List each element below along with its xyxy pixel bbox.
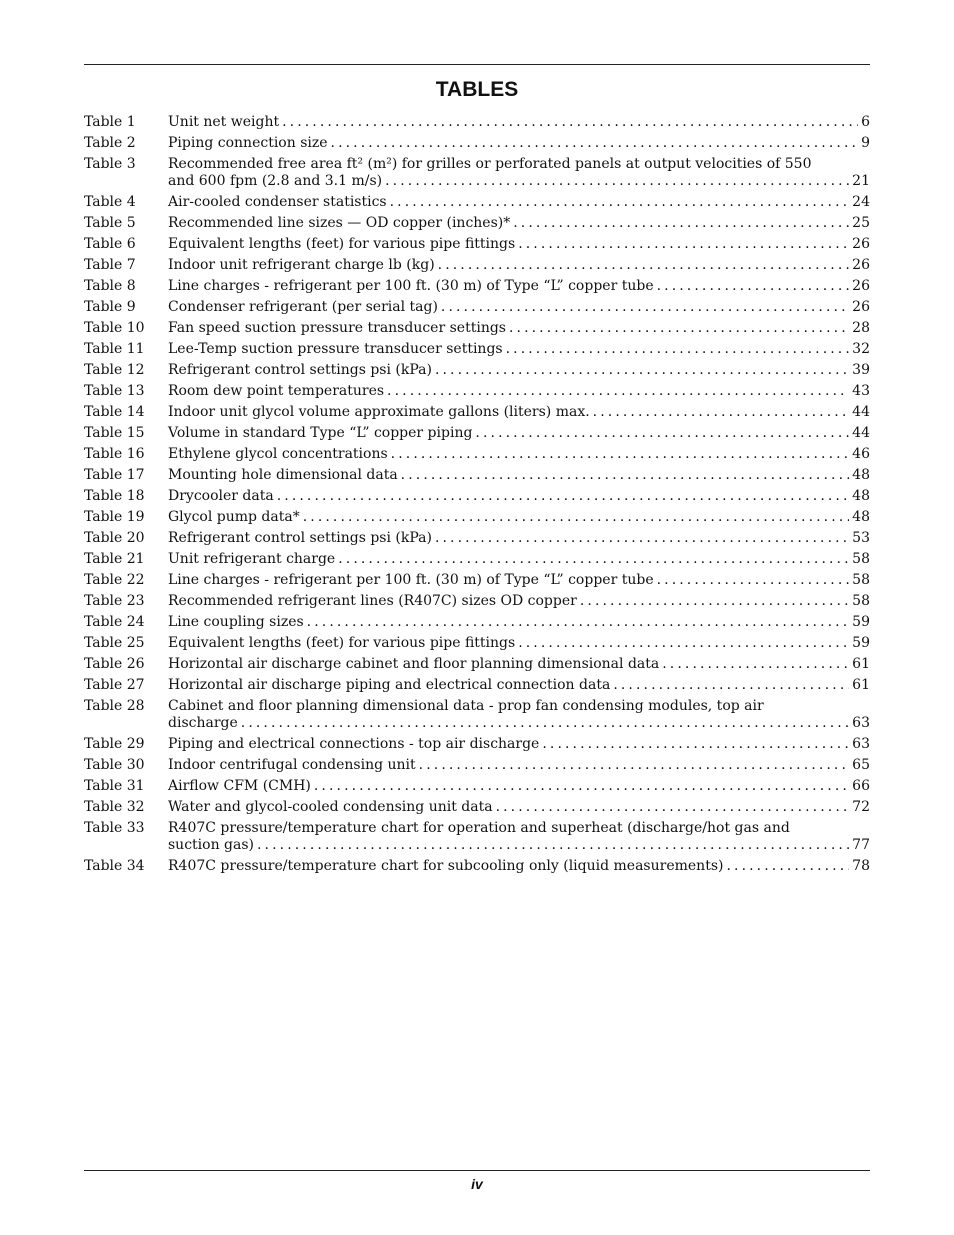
table-title-line bbox=[168, 236, 870, 253]
table-number: Table 8 bbox=[84, 278, 136, 294]
dot-leader bbox=[542, 736, 849, 753]
table-title-line bbox=[168, 715, 870, 732]
dot-leader bbox=[657, 278, 850, 295]
table-title: Unit refrigerant charge bbox=[168, 551, 336, 567]
table-entry-body bbox=[168, 799, 870, 816]
table-title: Indoor centrifugal condensing unit bbox=[168, 757, 416, 773]
table-title-line bbox=[168, 572, 870, 589]
table-number: Table 12 bbox=[84, 362, 145, 378]
table-entry-body bbox=[168, 858, 870, 875]
table-number: Table 13 bbox=[84, 383, 145, 399]
page-ref: 32 bbox=[852, 341, 870, 357]
dot-leader bbox=[613, 677, 849, 694]
page-ref: 58 bbox=[852, 593, 870, 609]
table-title: Refrigerant control settings psi (kPa) bbox=[168, 530, 432, 546]
table-title: Equivalent lengths (feet) for various pipe fittings bbox=[168, 635, 516, 651]
page-ref: 58 bbox=[852, 551, 870, 567]
table-number: Table 21 bbox=[84, 551, 145, 567]
table-list-item[interactable] bbox=[84, 820, 870, 854]
dot-leader bbox=[303, 509, 849, 526]
page-ref: 44 bbox=[852, 425, 870, 441]
table-number: Table 1 bbox=[84, 114, 136, 130]
table-number: Table 10 bbox=[84, 320, 145, 336]
table-number: Table 22 bbox=[84, 572, 145, 588]
dot-leader bbox=[518, 236, 849, 253]
table-number: Table 15 bbox=[84, 425, 145, 441]
table-title: Line coupling sizes bbox=[168, 614, 304, 630]
table-list-item[interactable] bbox=[84, 757, 870, 774]
table-entry-body bbox=[168, 236, 870, 253]
table-list-item[interactable] bbox=[84, 677, 870, 694]
table-list-item[interactable] bbox=[84, 635, 870, 652]
page-ref: 78 bbox=[852, 858, 870, 874]
table-list-item[interactable] bbox=[84, 114, 870, 131]
page-ref: 63 bbox=[852, 736, 870, 752]
table-list-item[interactable] bbox=[84, 530, 870, 547]
table-entry-body bbox=[168, 614, 870, 631]
table-title: Drycooler data bbox=[168, 488, 274, 504]
table-title: Unit net weight bbox=[168, 114, 280, 130]
page-number: iv bbox=[471, 1176, 483, 1192]
table-entry-body bbox=[168, 656, 870, 673]
dot-leader bbox=[580, 593, 849, 610]
table-title-line bbox=[168, 614, 870, 631]
table-number: Table 20 bbox=[84, 530, 145, 546]
table-list-item[interactable] bbox=[84, 299, 870, 316]
table-entry-body bbox=[168, 425, 870, 442]
table-title: discharge bbox=[168, 715, 238, 731]
table-list-item[interactable] bbox=[84, 614, 870, 631]
page-title: TABLES bbox=[435, 78, 519, 101]
dot-leader bbox=[438, 257, 850, 274]
table-entry-body bbox=[168, 467, 870, 484]
dot-leader bbox=[662, 656, 849, 673]
page-ref: 72 bbox=[852, 799, 870, 815]
page-ref: 43 bbox=[852, 383, 870, 399]
table-entry-body bbox=[168, 530, 870, 547]
page-ref: 53 bbox=[852, 530, 870, 546]
table-title: Lee-Temp suction pressure transducer settings bbox=[168, 341, 503, 357]
table-title-line bbox=[168, 320, 870, 337]
table-list-item[interactable] bbox=[84, 278, 870, 295]
table-entry-body bbox=[168, 593, 870, 610]
table-entry-body bbox=[168, 215, 870, 232]
table-list-item[interactable] bbox=[84, 383, 870, 400]
table-entry-body bbox=[168, 278, 870, 295]
table-entry-body bbox=[168, 551, 870, 568]
table-number: Table 3 bbox=[84, 156, 136, 172]
table-list-item[interactable] bbox=[84, 135, 870, 152]
table-number: Table 27 bbox=[84, 677, 145, 693]
page-ref: 58 bbox=[852, 572, 870, 588]
table-entry-body bbox=[168, 778, 870, 795]
table-list-item[interactable] bbox=[84, 236, 870, 253]
page-ref: 26 bbox=[852, 278, 870, 294]
table-list-item[interactable] bbox=[84, 425, 870, 442]
dot-leader bbox=[726, 858, 849, 875]
table-entry-body bbox=[168, 114, 870, 131]
page-ref: 48 bbox=[852, 488, 870, 504]
table-entry-body bbox=[168, 757, 870, 774]
page-ref: 26 bbox=[852, 257, 870, 273]
table-title-line bbox=[168, 467, 870, 484]
page-ref: 28 bbox=[852, 320, 870, 336]
table-list-item[interactable] bbox=[84, 404, 870, 421]
table-number: Table 16 bbox=[84, 446, 145, 462]
dot-leader bbox=[387, 383, 849, 400]
table-title: Piping connection size bbox=[168, 135, 328, 151]
table-title: Airflow CFM (CMH) bbox=[168, 778, 311, 794]
table-number: Table 17 bbox=[84, 467, 145, 483]
table-title-line bbox=[168, 383, 870, 400]
page-ref: 61 bbox=[852, 677, 870, 693]
table-title: Equivalent lengths (feet) for various pipe fittings bbox=[168, 236, 516, 252]
table-title-line bbox=[168, 114, 870, 131]
page-ref: 25 bbox=[852, 215, 870, 231]
table-title-line bbox=[168, 551, 870, 568]
dot-leader bbox=[390, 194, 850, 211]
table-title-line bbox=[168, 593, 870, 610]
table-title: Recommended refrigerant lines (R407C) sizes OD copper bbox=[168, 593, 577, 609]
table-title: Volume in standard Type “L” copper piping bbox=[168, 425, 473, 441]
page-ref: 39 bbox=[852, 362, 870, 378]
table-title: Recommended line sizes — OD copper (inches)* bbox=[168, 215, 511, 231]
table-list-item[interactable] bbox=[84, 341, 870, 358]
table-title-line bbox=[168, 362, 870, 379]
top-rule bbox=[84, 64, 870, 65]
table-title: Indoor unit glycol volume approximate gallons (liters) max. bbox=[168, 404, 590, 420]
table-number: Table 32 bbox=[84, 799, 145, 815]
table-number: Table 23 bbox=[84, 593, 145, 609]
bottom-rule bbox=[84, 1170, 870, 1171]
dot-leader bbox=[277, 488, 849, 505]
table-title-line bbox=[168, 858, 870, 875]
table-list-item[interactable] bbox=[84, 362, 870, 379]
table-title-line bbox=[168, 635, 870, 652]
table-number: Table 4 bbox=[84, 194, 136, 210]
table-number: Table 26 bbox=[84, 656, 145, 672]
table-number: Table 19 bbox=[84, 509, 145, 525]
table-list-item[interactable] bbox=[84, 215, 870, 232]
page-ref: 44 bbox=[852, 404, 870, 420]
page-ref: 26 bbox=[852, 236, 870, 252]
page-ref: 21 bbox=[852, 173, 870, 189]
table-title-line bbox=[168, 736, 870, 753]
dot-leader bbox=[331, 135, 859, 152]
table-title: Line charges - refrigerant per 100 ft. (30 m) of Type “L” copper tube bbox=[168, 278, 654, 294]
table-list-item[interactable] bbox=[84, 194, 870, 211]
table-title-line bbox=[168, 488, 870, 505]
table-number: Table 2 bbox=[84, 135, 136, 151]
table-entry-body bbox=[168, 509, 870, 526]
page-ref: 59 bbox=[852, 635, 870, 651]
table-list-item[interactable] bbox=[84, 572, 870, 589]
table-entry-body bbox=[168, 135, 870, 152]
table-title-first-line: R407C pressure/temperature chart for operation and superheat (discharge/hot gas and bbox=[168, 820, 790, 836]
page-ref: 26 bbox=[852, 299, 870, 315]
table-title: Ethylene glycol concentrations bbox=[168, 446, 388, 462]
page-ref: 77 bbox=[852, 837, 870, 853]
table-entry-body bbox=[168, 572, 870, 589]
dot-leader bbox=[385, 173, 849, 190]
dot-leader bbox=[401, 467, 850, 484]
dot-leader bbox=[307, 614, 850, 631]
table-title: Indoor unit refrigerant charge lb (kg) bbox=[168, 257, 435, 273]
table-title-line bbox=[168, 404, 870, 421]
dot-leader bbox=[282, 114, 858, 131]
table-title: Horizontal air discharge piping and electrical connection data bbox=[168, 677, 611, 693]
table-number: Table 31 bbox=[84, 778, 145, 794]
table-title-line bbox=[168, 757, 870, 774]
page-ref: 9 bbox=[861, 135, 870, 151]
dot-leader bbox=[513, 215, 849, 232]
table-title-first-line: Cabinet and floor planning dimensional data - prop fan condensing modules, top air bbox=[168, 698, 764, 714]
table-title-line bbox=[168, 509, 870, 526]
table-entry-body bbox=[168, 677, 870, 694]
table-title-line bbox=[168, 278, 870, 295]
table-title: Air-cooled condenser statistics bbox=[168, 194, 387, 210]
table-title-line bbox=[168, 135, 870, 152]
dot-leader bbox=[509, 320, 849, 337]
dot-leader bbox=[435, 362, 849, 379]
dot-leader bbox=[241, 715, 849, 732]
table-title-line bbox=[168, 299, 870, 316]
table-title-line bbox=[168, 530, 870, 547]
table-number: Table 28 bbox=[84, 698, 145, 714]
table-number: Table 18 bbox=[84, 488, 145, 504]
table-list-item[interactable] bbox=[84, 593, 870, 610]
page-ref: 48 bbox=[852, 467, 870, 483]
dot-leader bbox=[518, 635, 849, 652]
table-list-item[interactable] bbox=[84, 736, 870, 753]
table-title: Piping and electrical connections - top air discharge bbox=[168, 736, 540, 752]
table-title: Room dew point temperatures bbox=[168, 383, 385, 399]
table-entry-body bbox=[168, 299, 870, 316]
table-title: Glycol pump data* bbox=[168, 509, 300, 525]
table-list-item[interactable] bbox=[84, 509, 870, 526]
table-list-item[interactable] bbox=[84, 320, 870, 337]
table-title-line bbox=[168, 215, 870, 232]
table-title-first-line: Recommended free area ft² (m²) for grilles or perforated panels at output velocities of 550 bbox=[168, 156, 812, 172]
page-ref: 48 bbox=[852, 509, 870, 525]
table-number: Table 25 bbox=[84, 635, 145, 651]
page-ref: 65 bbox=[852, 757, 870, 773]
table-entry-body bbox=[168, 404, 870, 421]
table-title-line bbox=[168, 656, 870, 673]
dot-leader bbox=[657, 572, 850, 589]
dot-leader bbox=[391, 446, 850, 463]
table-entry-body bbox=[168, 156, 870, 190]
table-number: Table 6 bbox=[84, 236, 136, 252]
table-list-item[interactable] bbox=[84, 656, 870, 673]
dot-leader bbox=[314, 778, 849, 795]
table-title-line bbox=[168, 778, 870, 795]
table-entry-body bbox=[168, 635, 870, 652]
table-title: Mounting hole dimensional data bbox=[168, 467, 398, 483]
table-title-line bbox=[168, 194, 870, 211]
page-ref: 66 bbox=[852, 778, 870, 794]
table-title-line bbox=[168, 446, 870, 463]
table-list-item[interactable] bbox=[84, 858, 870, 875]
page-ref: 6 bbox=[861, 114, 870, 130]
table-number: Table 30 bbox=[84, 757, 145, 773]
table-number: Table 11 bbox=[84, 341, 145, 357]
table-title-line bbox=[168, 173, 870, 190]
dot-leader bbox=[257, 837, 849, 854]
table-title: Horizontal air discharge cabinet and floor planning dimensional data bbox=[168, 656, 660, 672]
table-number: Table 14 bbox=[84, 404, 145, 420]
table-entry-body bbox=[168, 257, 870, 274]
table-number: Table 7 bbox=[84, 257, 136, 273]
table-title: Water and glycol-cooled condensing unit data bbox=[168, 799, 493, 815]
table-entry-body bbox=[168, 820, 870, 854]
table-title: Refrigerant control settings psi (kPa) bbox=[168, 362, 432, 378]
table-title: and 600 fpm (2.8 and 3.1 m/s) bbox=[168, 173, 383, 189]
table-entry-body bbox=[168, 320, 870, 337]
table-title: Fan speed suction pressure transducer settings bbox=[168, 320, 506, 336]
table-list bbox=[84, 114, 870, 879]
page-ref: 59 bbox=[852, 614, 870, 630]
table-title-line bbox=[168, 341, 870, 358]
table-title: Line charges - refrigerant per 100 ft. (30 m) of Type “L” copper tube bbox=[168, 572, 654, 588]
table-title: R407C pressure/temperature chart for subcooling only (liquid measurements) bbox=[168, 858, 724, 874]
table-list-item[interactable] bbox=[84, 156, 870, 190]
table-list-item[interactable] bbox=[84, 799, 870, 816]
dot-leader bbox=[593, 404, 850, 421]
page-ref: 63 bbox=[852, 715, 870, 731]
dot-leader bbox=[441, 299, 849, 316]
table-number: Table 34 bbox=[84, 858, 145, 874]
table-list-item[interactable] bbox=[84, 778, 870, 795]
table-entry-body bbox=[168, 383, 870, 400]
table-number: Table 9 bbox=[84, 299, 136, 315]
table-number: Table 5 bbox=[84, 215, 136, 231]
table-list-item[interactable] bbox=[84, 551, 870, 568]
page-ref: 61 bbox=[852, 656, 870, 672]
table-title-line bbox=[168, 837, 870, 854]
table-title-line bbox=[168, 799, 870, 816]
table-title: suction gas) bbox=[168, 837, 254, 853]
table-title: Condenser refrigerant (per serial tag) bbox=[168, 299, 438, 315]
table-title-line bbox=[168, 425, 870, 442]
table-entry-body bbox=[168, 194, 870, 211]
page-ref: 46 bbox=[852, 446, 870, 462]
dot-leader bbox=[506, 341, 850, 358]
table-list-item[interactable] bbox=[84, 698, 870, 732]
page-ref: 24 bbox=[852, 194, 870, 210]
table-entry-body bbox=[168, 698, 870, 732]
dot-leader bbox=[475, 425, 849, 442]
dot-leader bbox=[338, 551, 849, 568]
table-entry-body bbox=[168, 488, 870, 505]
dot-leader bbox=[419, 757, 850, 774]
table-list-item[interactable] bbox=[84, 488, 870, 505]
table-title-line bbox=[168, 677, 870, 694]
table-list-item[interactable] bbox=[84, 446, 870, 463]
table-number: Table 29 bbox=[84, 736, 145, 752]
table-number: Table 33 bbox=[84, 820, 145, 836]
table-number: Table 24 bbox=[84, 614, 145, 630]
table-entry-body bbox=[168, 341, 870, 358]
table-entry-body bbox=[168, 736, 870, 753]
table-entry-body bbox=[168, 446, 870, 463]
dot-leader bbox=[435, 530, 849, 547]
table-list-item[interactable] bbox=[84, 467, 870, 484]
table-entry-body bbox=[168, 362, 870, 379]
table-list-item[interactable] bbox=[84, 257, 870, 274]
dot-leader bbox=[496, 799, 850, 816]
table-title-line bbox=[168, 257, 870, 274]
